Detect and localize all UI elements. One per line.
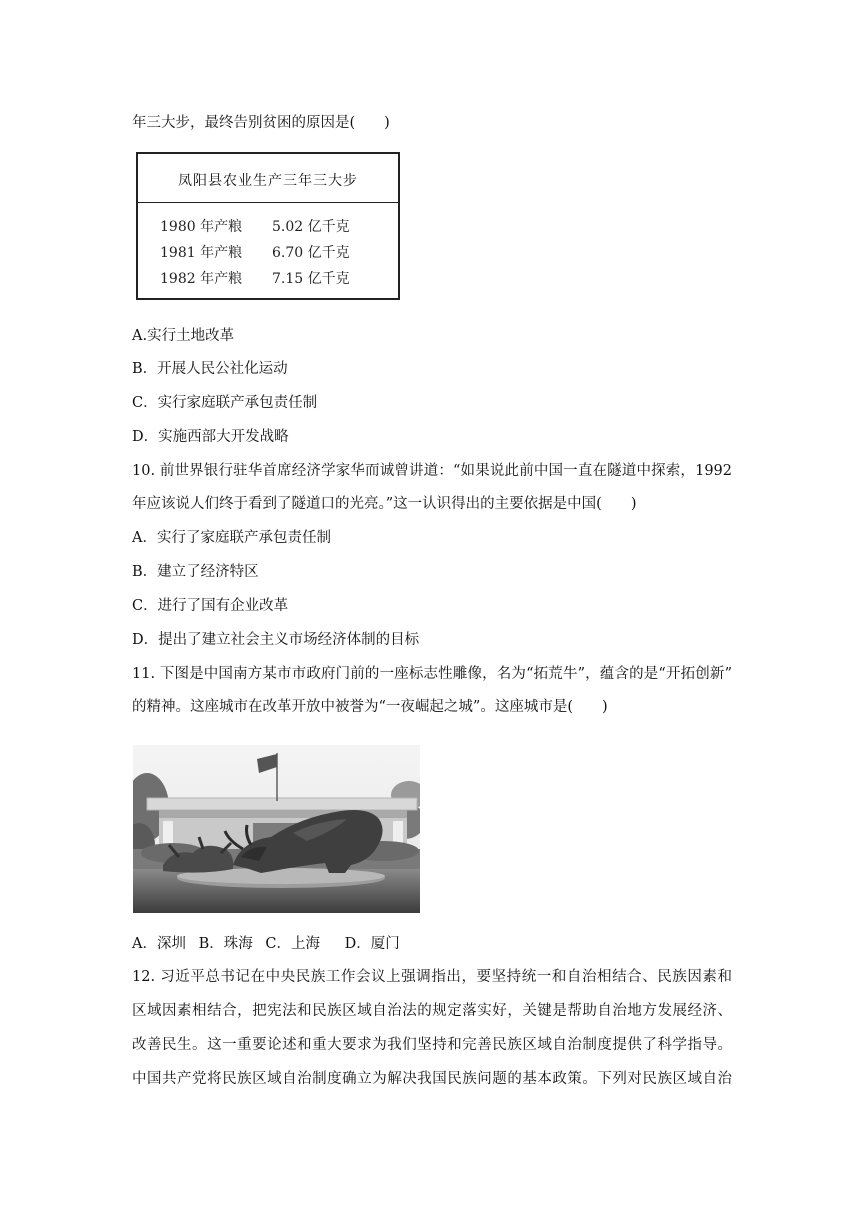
q9-option-a: A.实行土地改革	[132, 328, 235, 344]
q11-option-d: D．厦门	[344, 936, 400, 952]
row-value: 7.15 亿千克	[272, 271, 350, 287]
q11-option-a: A．深圳	[132, 936, 186, 952]
row-year: 1981 年产粮	[160, 245, 243, 261]
row-year: 1980 年产粮	[160, 219, 243, 235]
row-year: 1982 年产粮	[160, 271, 243, 287]
row-value: 6.70 亿千克	[272, 245, 350, 261]
q10-option-d: D．提出了建立社会主义市场经济体制的目标	[132, 632, 420, 648]
q10-option-b: B．建立了经济特区	[132, 564, 259, 580]
table-title: 凤阳县农业生产三年三大步	[178, 173, 358, 189]
table-row	[160, 216, 350, 236]
q10-stem-line: 10. 前世界银行驻华首席经济学家华而诚曾讲道：“如果说此前中国一直在隧道中探索，1992	[132, 463, 732, 479]
table-row	[160, 242, 350, 262]
q9-option-d: D．实施西部大开发战略	[132, 429, 289, 445]
q9-option-c: C．实行家庭联产承包责任制	[132, 395, 318, 411]
q11-option-c: C．上海	[265, 936, 320, 952]
q10-option-a: A．实行了家庭联产承包责任制	[132, 530, 331, 546]
q11-stem-line: 11. 下图是中国南方某市市政府门前的一座标志性雕像，名为“拓荒牛”，蕴含的是“开拓创新”	[132, 666, 732, 682]
q12-stem-line: 改善民生。这一重要论述和重大要求为我们坚持和完善民族区域自治制度提供了科学指导。	[132, 1037, 732, 1053]
table-row	[160, 268, 350, 288]
q10-stem-line: 年应该说人们终于看到了隧道口的光亮。”这一认识得出的主要依据是中国( )	[132, 496, 637, 512]
q12-stem-line: 区域因素相结合，把宪法和民族区域自治法的规定落实好，关键是帮助自治地方发展经济、	[132, 1003, 732, 1019]
grain-table	[136, 152, 400, 300]
q9-stem: 年三大步，最终告别贫困的原因是( )	[132, 115, 390, 131]
pioneer-ox-sculpture-photo	[133, 745, 420, 913]
q12-stem-line: 12. 习近平总书记在中央民族工作会议上强调指出，要坚持统一和自治相结合、民族因素和	[132, 969, 732, 985]
q11-options	[132, 934, 400, 954]
q12-stem-line: 中国共产党将民族区域自治制度确立为解决我国民族问题的基本政策。下列对民族区域自治	[132, 1071, 732, 1087]
q10-option-c: C．进行了国有企业改革	[132, 598, 289, 614]
table-divider	[138, 202, 398, 203]
q11-stem-line: 的精神。这座城市在改革开放中被誉为“一夜崛起之城”。这座城市是( )	[132, 699, 608, 715]
row-value: 5.02 亿千克	[272, 219, 350, 235]
q11-option-b: B．珠海	[198, 936, 253, 952]
q9-option-b: B．开展人民公社化运动	[132, 361, 288, 377]
